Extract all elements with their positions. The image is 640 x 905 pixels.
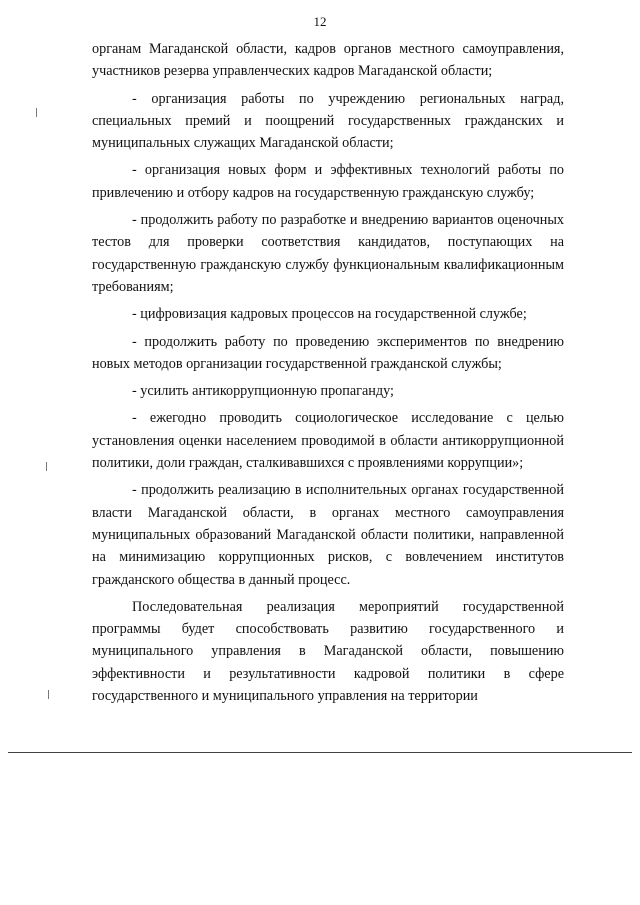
scan-mark xyxy=(46,462,47,471)
document-body xyxy=(92,38,564,712)
list-item-corruption-risks: - продолжить реализацию в исполнительных органах государственной власти Магаданской области, в органах местного самоуправления муниципальных образований Магаданской области политики, направленной на минимизацию коррупционных рисков, с вовлечением институтов гражданского общества в данный процесс. xyxy=(92,482,564,588)
list-item-regional-awards: - организация работы по учреждению региональных наград, специальных премий и поощрений государственных гражданских и муниципальных служащих Магаданской области; xyxy=(92,90,564,152)
list-item-new-technologies: - организация новых форм и эффективных технологий работы по привлечению и отбору кадров на государственную гражданскую службу; xyxy=(92,162,564,201)
list-item-experiments: - продолжить работу по проведению экспериментов по внедрению новых методов организации государственной гражданской службы; xyxy=(92,333,564,372)
scan-mark xyxy=(36,108,37,117)
scan-mark xyxy=(48,690,49,699)
paragraph-continuation: органам Магаданской области, кадров органов местного самоуправления, участников резерва управленческих кадров Магаданской области; xyxy=(92,41,564,80)
page-bottom-rule xyxy=(8,752,632,753)
list-item-assessment-tests: - продолжить работу по разработке и внедрению вариантов оценочных тестов для проверки соответствия кандидатов, поступающих на государственную гражданскую службу функциональным квалификационным требованиям; xyxy=(92,212,564,295)
paragraph-conclusion: Последовательная реализация мероприятий государственной программы будет способствовать развитию государственного и муниципального управления в Магаданской области, повышению эффективности и результативности кадровой политики в сфере государственного и муниципального управления на территории xyxy=(92,598,564,705)
list-item-anticorruption-propaganda: - усилить антикоррупционную пропаганду; xyxy=(132,383,394,400)
page-number: 12 xyxy=(313,14,327,29)
list-item-digitalization: - цифровизация кадровых процессов на государственной службе; xyxy=(132,306,527,323)
list-item-sociological-research: - ежегодно проводить социологическое исследование с целью установления оценки населением проводимой в области антикоррупционной политики, доли граждан, сталкивавшихся с проявлениями коррупции»; xyxy=(92,410,564,472)
